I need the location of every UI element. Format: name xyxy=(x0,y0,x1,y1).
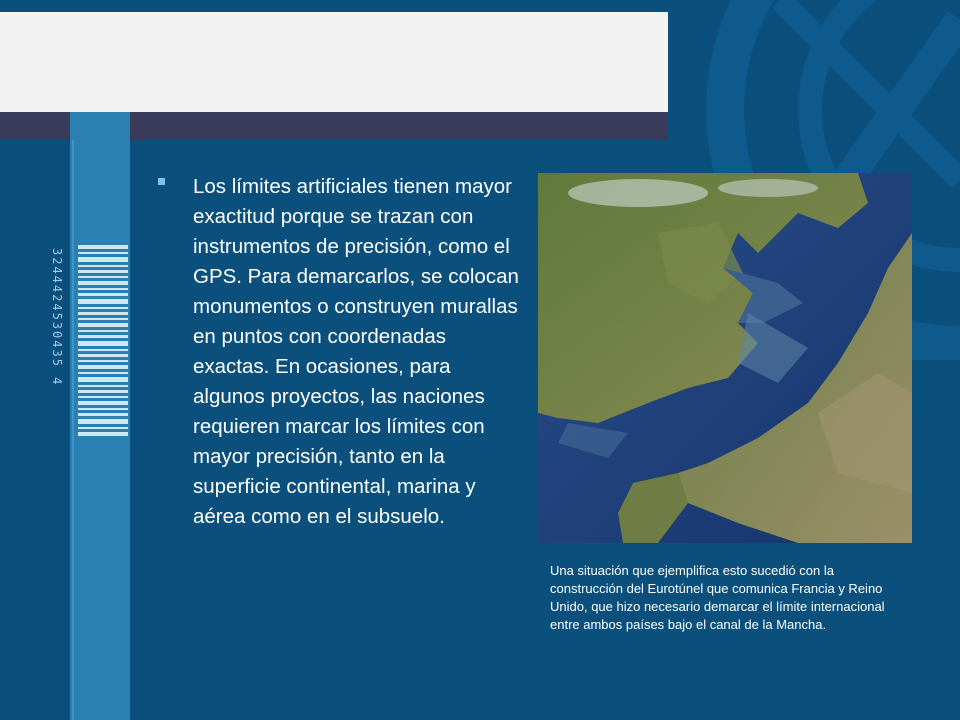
vertical-stripe-line xyxy=(72,140,74,720)
barcode-number: 3244424530435 4 xyxy=(50,248,64,387)
bullet-item-text: Los límites artificiales tienen mayor exactitud porque se trazan con instrumentos de precisión, como el GPS. Para demarcarlos, se colocan monumentos o construyen murallas en puntos con coordenadas exactas. En ocasiones, para algunos proyectos, las naciones requieren marcar los límites con mayor precisión, tanto en la superficie continental, marina y aérea como en el subsuelo. xyxy=(193,175,519,528)
image-caption: Una situación que ejemplifica esto sucedió con la construcción del Eurotúnel que comunica Francia y Reino Unido, que hizo necesario demarcar el límite internacional entre ambos países bajo el canal de la Mancha. xyxy=(550,563,885,632)
barcode-digits xyxy=(44,248,64,387)
square-bullet-icon xyxy=(158,178,165,185)
satellite-image xyxy=(538,173,912,543)
title-box xyxy=(0,12,668,112)
barcode-graphic xyxy=(78,245,128,440)
